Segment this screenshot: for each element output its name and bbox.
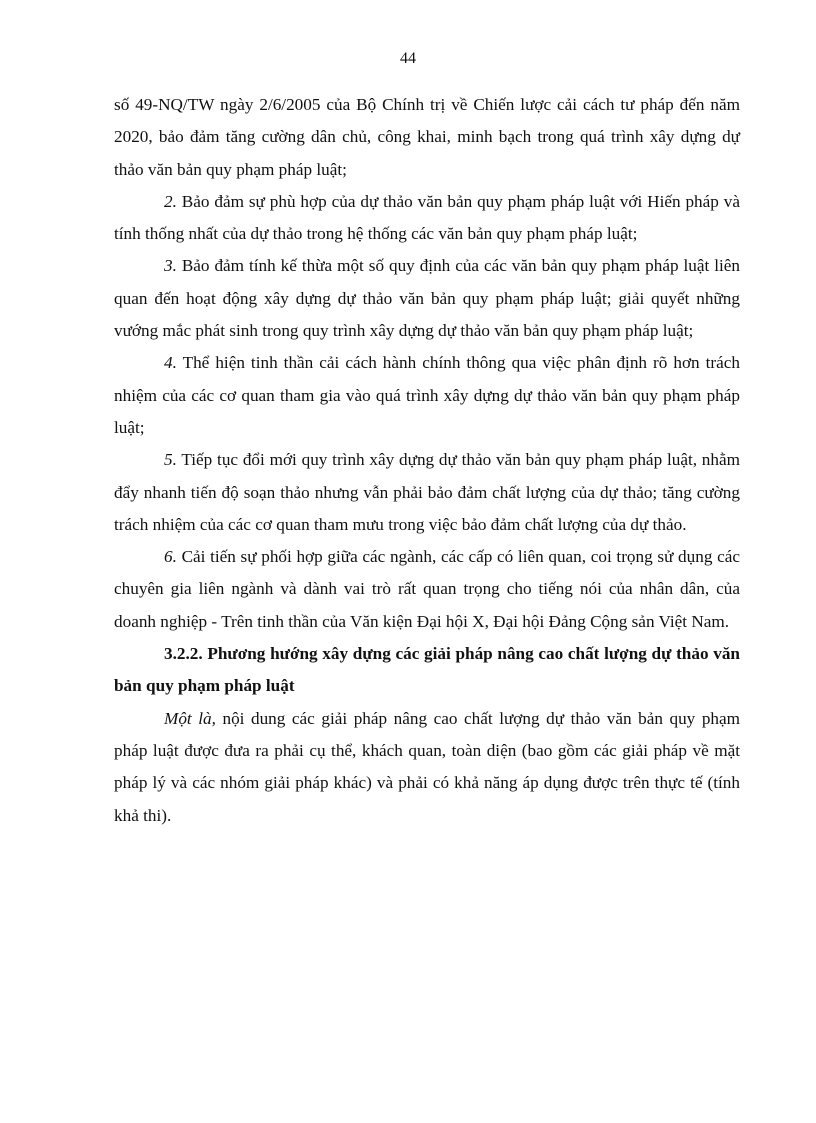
paragraph-text: Bảo đảm sự phù hợp của dự thảo văn bản quy phạm pháp luật với Hiến pháp và tính thống nhất của dự thảo trong hệ thống các văn bản quy phạm pháp luật; — [114, 191, 740, 244]
paragraph-1 — [114, 89, 740, 186]
paragraph-text: Bảo đảm tính kế thừa một số quy định của các văn bản quy phạm pháp luật liên quan đến hoạt động xây dựng dự thảo văn bản quy phạm pháp luật; giải quyết những vướng mắc phát sinh trong quy trình xây dựng dự thảo văn bản quy phạm pháp luật; — [114, 256, 740, 341]
item-number: 4. — [164, 353, 177, 373]
section-heading: 3.2.2. Phương hướng xây dựng các giải pháp nâng cao chất lượng dự thảo văn bản quy phạm pháp luật — [114, 644, 740, 696]
item-number: 5. — [164, 450, 177, 470]
paragraph-text: Thể hiện tinh thần cải cách hành chính thông qua việc phân định rõ hơn trách nhiệm của các cơ quan tham gia vào quá trình xây dựng dự thảo văn bản quy phạm pháp luật; — [114, 353, 740, 437]
item-number: 2. — [164, 191, 177, 211]
paragraph-6 — [114, 541, 740, 638]
paragraph-5 — [114, 444, 740, 541]
paragraph-text: Cải tiến sự phối hợp giữa các ngành, các cấp có liên quan, coi trọng sử dụng các chuyên gia liên ngành và dành vai trò rất quan trọng cho tiếng nói của nhân dân, của doanh nghiệp - Trên tinh thần của Văn kiện Đại hội X, Đại hội Đảng Cộng sản Việt Nam. — [114, 547, 740, 631]
paragraph-text: nội dung các giải pháp nâng cao chất lượng dự thảo văn bản quy phạm pháp luật được đưa ra phải cụ thể, khách quan, toàn diện (bao gồm các giải pháp về mặt pháp lý và các nhóm giải pháp khác) và phải có khả năng áp dụng được trên thực tế (tính khả thi). — [114, 708, 741, 825]
paragraph-7 — [114, 703, 740, 832]
item-number: 6. — [164, 547, 177, 567]
paragraph-text: Tiếp tục đổi mới quy trình xây dựng dự thảo văn bản quy phạm pháp luật, nhằm đẩy nhanh tiến độ soạn thảo nhưng vẫn phải bảo đảm chất lượng của dự thảo; tăng cường trách nhiệm của các cơ quan tham mưu trong việc bảo đảm chất lượng của dự thảo. — [114, 450, 740, 534]
paragraph-3 — [114, 250, 740, 347]
paragraph-text: số 49-NQ/TW ngày 2/6/2005 của Bộ Chính trị về Chiến lược cải cách tư pháp đến năm 2020, bảo đảm tăng cường dân chủ, công khai, minh bạch trong quá trình xây dựng dự thảo văn bản quy phạm pháp luật; — [114, 95, 740, 179]
item-number: 3. — [164, 256, 177, 276]
document-body — [114, 89, 740, 832]
paragraph-4 — [114, 347, 740, 444]
lead-phrase: Một là, — [164, 708, 216, 728]
paragraph-2 — [114, 186, 740, 251]
page-number: 44 — [400, 50, 416, 67]
